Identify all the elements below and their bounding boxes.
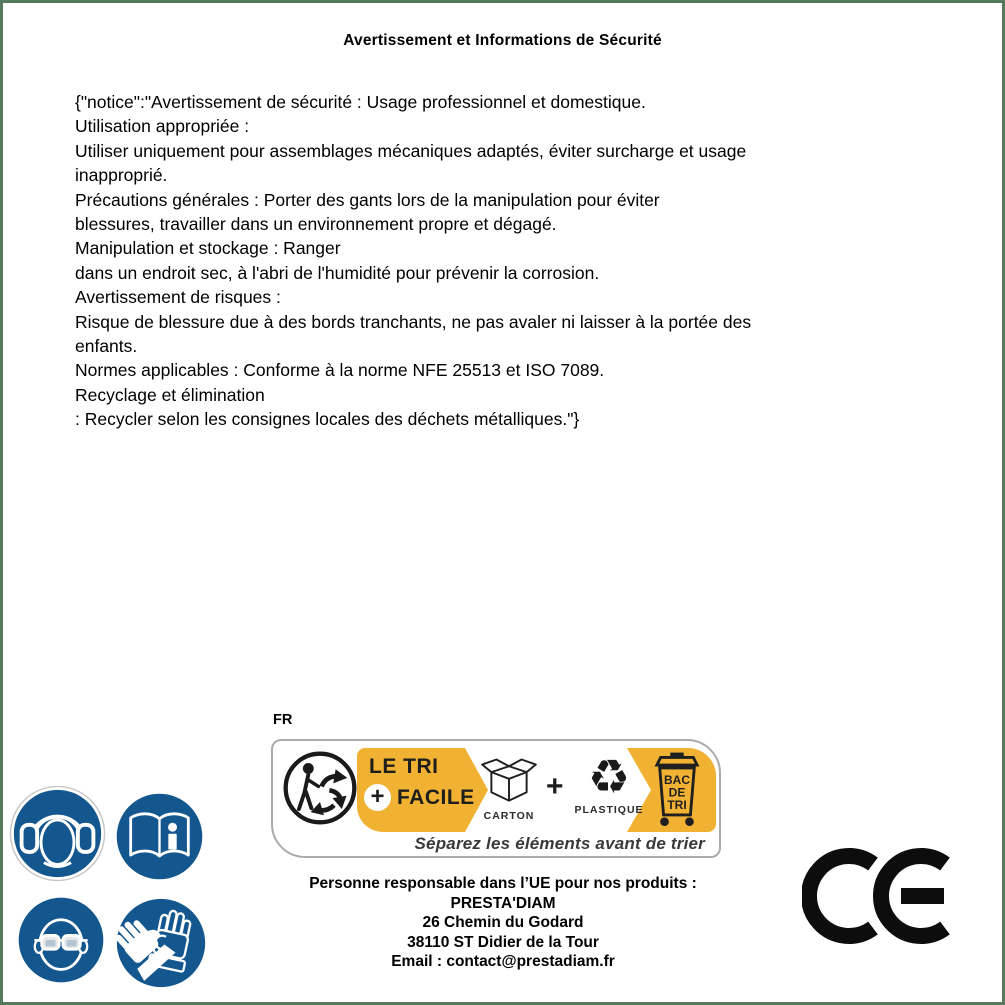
carton-box-icon: [478, 757, 540, 804]
notice-line: Normes applicables : Conforme à la norme NFE 25513 et ISO 7089.: [75, 360, 605, 381]
responsible-block: [243, 874, 763, 972]
bin-text-line3: TRI: [667, 798, 687, 813]
bin-text-line2: DE: [668, 785, 686, 800]
responsible-line: 26 Chemin du Godard: [422, 914, 584, 932]
sorting-headline-2: FACILE: [397, 786, 475, 809]
wear-protective-gloves-icon: [113, 895, 209, 991]
sorting-bin-icon: [653, 751, 701, 830]
notice-line: Avertissement de risques :: [75, 287, 281, 308]
plus-badge: +: [364, 784, 391, 811]
notice-line: Utiliser uniquement pour assemblages mécaniques adaptés, éviter surcharge et usage: [75, 140, 747, 161]
country-code-label: FR: [273, 712, 293, 728]
sorting-caption: Séparez les éléments avant de trier: [414, 834, 705, 853]
notice-line: : Recycler selon les consignes locales des déchets métalliques."}: [75, 409, 580, 430]
sorting-band: [357, 748, 716, 832]
responsible-line: Personne responsable dans l’UE pour nos produits :: [309, 875, 697, 892]
notice-line: {"notice":"Avertissement de sécurité : Usage professionnel et domestique.: [75, 92, 646, 112]
responsible-line: Email : contact@prestadiam.fr: [391, 953, 615, 971]
responsible-line: 38110 ST Didier de la Tour: [407, 933, 599, 951]
notice-line: Précautions générales : Porter des gants lors de la manipulation pour éviter: [75, 189, 660, 210]
plastic-recycling-icon: ♻: [587, 750, 631, 805]
triman-icon: [281, 749, 359, 827]
safety-notice-text: [75, 90, 920, 432]
page-title: Avertissement et Informations de Sécurité: [343, 32, 662, 49]
notice-line: enfants.: [75, 336, 138, 357]
carton-label: CARTON: [483, 810, 535, 822]
bin-text-line1: BAC: [664, 773, 690, 788]
notice-line: Manipulation et stockage : Ranger: [75, 238, 341, 259]
info-tri-label: [271, 739, 721, 858]
ce-marking-icon: [802, 841, 954, 953]
notice-line: inapproprié.: [75, 165, 168, 186]
sorting-headline-1: LE TRI: [369, 755, 439, 778]
notice-line: blessures, travailler dans un environnement propre et dégagé.: [75, 214, 557, 235]
notice-line: Recyclage et élimination: [75, 384, 265, 405]
notice-line: dans un endroit sec, à l'abri de l'humidité pour prévenir la corrosion.: [75, 262, 600, 283]
plastique-label: PLASTIQUE: [574, 804, 644, 816]
material-carton: [469, 757, 549, 822]
wear-ear-protection-icon: [9, 785, 106, 882]
plus-separator: +: [546, 770, 564, 803]
responsible-line: PRESTA'DIAM: [450, 894, 556, 912]
wear-eye-protection-icon: [15, 894, 107, 986]
notice-line: Risque de blessure due à des bords tranchants, ne pas avaler ni laisser à la portée des: [75, 311, 752, 332]
notice-line: Utilisation appropriée :: [75, 116, 250, 137]
material-plastique: [567, 750, 651, 816]
read-instructions-icon: [113, 790, 206, 883]
